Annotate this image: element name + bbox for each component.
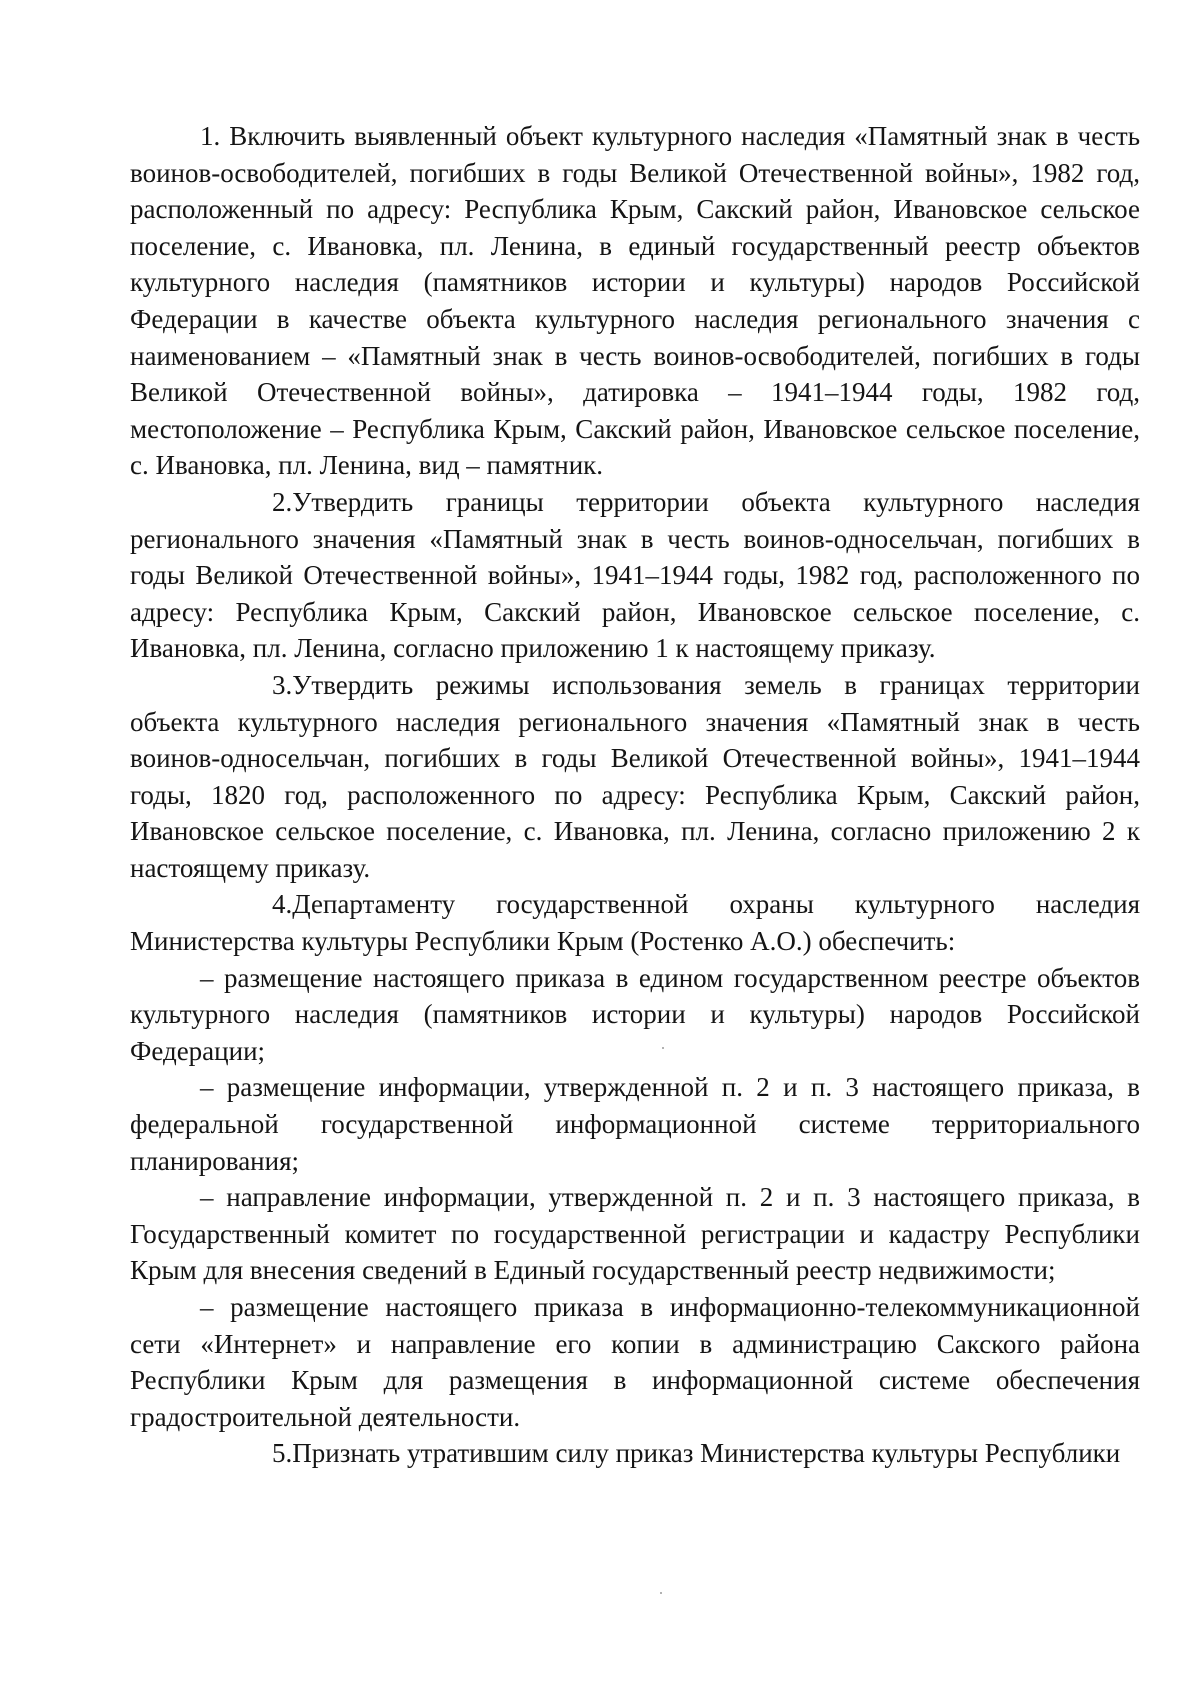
scan-speck (662, 1047, 664, 1049)
paragraph-text: Включить выявленный объект культурного наследия «Памятный знак в честь воинов-освободителей, погибших в годы Великой Отечественной войны», 1982 год, расположенный по адресу: Республика Крым, Сакский район, Ивановское сельское поселение, с. Ивановка, пл. Ленина, в единый государственный реестр объектов культурного наследия (памятников истории и культуры) народов Российской Федерации в качестве объекта культурного наследия регионального значения с наименованием – «Памятный знак в честь воинов-освободителей, погибших в годы Великой Отечественной войны», датировка – 1941–1944 годы, 1982 год, местоположение – Республика Крым, Сакский район, Ивановское сельское поселение, с. Ивановка, пл. Ленина, вид – памятник. (130, 121, 1141, 481)
bullet-item-3: – направление информации, утвержденной п. 2 и п. 3 настоящего приказа, в Государственный комитет по государственной регистрации и кадастру Республики Крым для внесения сведений в Единый государственный реестр недвижимости; (130, 1182, 1140, 1286)
paragraph-text: Утвердить режимы использования земель в границах территории объекта культурного наследия регионального значения «Памятный знак в честь воинов-односельчан, погибших в годы Великой Отечественной войны», 1941–1944 годы, 1820 год, расположенного по адресу: Республика Крым, Сакский район, Ивановское сельское поселение, с. Ивановка, пл. Ленина, согласно приложению 2 к настоящему приказу. (130, 669, 1140, 883)
paragraph-number: 2. (272, 486, 293, 517)
scan-speck (660, 1592, 662, 1594)
paragraph-5 (130, 1435, 1140, 1472)
bullet-item-4: – размещение настоящего приказа в информационно-телекоммуникационной сети «Интернет» и направление его копии в администрацию Сакского района Республики Крым для размещения в информационной системе обеспечения градостроительной деятельности. (130, 1292, 1140, 1432)
bullet-item-2: – размещение информации, утвержденной п. 2 и п. 3 настоящего приказа, в федеральной государственной информационной системе территориального планирования; (130, 1072, 1140, 1176)
paragraph-number: 3. (272, 669, 293, 700)
paragraph-number: 4. (272, 889, 293, 920)
paragraph-text: Департаменту государственной охраны культурного наследия Министерства культуры Республики Крым (Ростенко А.О.) обеспечить: (130, 889, 1140, 957)
paragraph-text: Признать утратившим силу приказ Министерства культуры Республики (292, 1438, 1121, 1469)
paragraph-text: Утвердить границы территории объекта культурного наследия регионального значения «Памятный знак в честь воинов-односельчан, погибших в годы Великой Отечественной войны», 1941–1944 годы, 1982 год, расположенного по адресу: Республика Крым, Сакский район, Ивановское сельское поселение, с. Ивановка, пл. Ленина, согласно приложению 1 к настоящему приказу. (130, 486, 1140, 664)
document-body (130, 118, 1140, 1472)
paragraph-number: 1. (200, 121, 221, 151)
paragraph-4 (130, 886, 1140, 959)
paragraph-3 (130, 667, 1140, 887)
paragraph-2 (130, 484, 1140, 667)
paragraph-number: 5. (272, 1438, 293, 1469)
bullet-item-1: – размещение настоящего приказа в едином государственном реестре объектов культурного наследия (памятников истории и культуры) народов Российской Федерации; (130, 962, 1140, 1066)
paragraph-1 (130, 118, 1140, 484)
